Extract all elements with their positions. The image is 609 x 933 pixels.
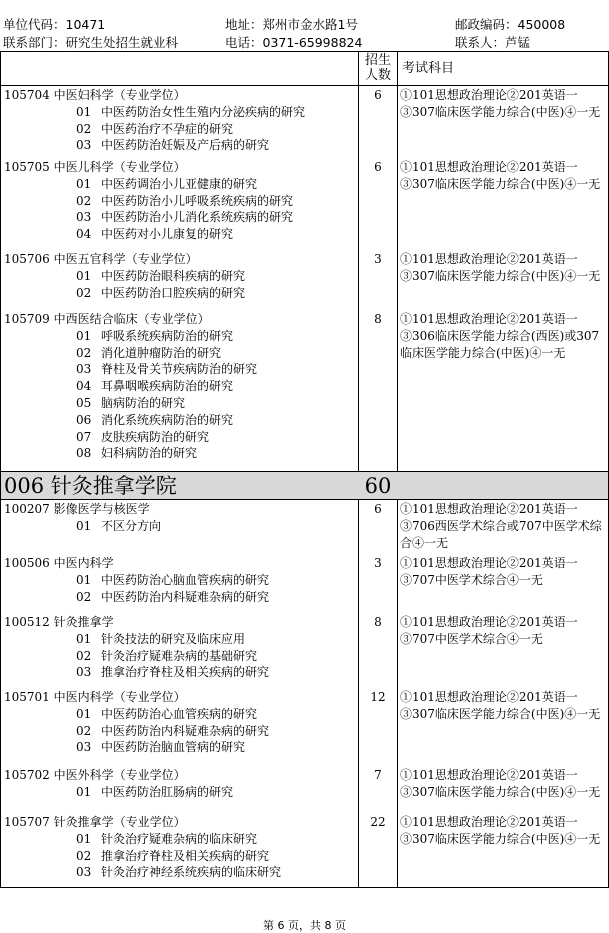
research-direction bbox=[4, 226, 358, 243]
phone: 电话：0371-65998824 bbox=[225, 35, 363, 50]
research-direction bbox=[4, 664, 358, 681]
direction-text: 中医药防治妊娠及产后病的研究 bbox=[101, 138, 270, 153]
direction-text: 中医药防治眼科疾病的研究 bbox=[101, 268, 246, 283]
program-title: 105705 中医儿科学（专业学位） bbox=[4, 160, 186, 174]
research-direction bbox=[4, 429, 358, 446]
direction-number: 06 bbox=[76, 412, 92, 427]
direction-text: 中医药防治小儿呼吸系统疾病的研究 bbox=[101, 193, 294, 208]
direction-number: 03 bbox=[76, 138, 92, 153]
direction-text: 脑病防治的研究 bbox=[101, 395, 186, 410]
direction-text: 不区分方向 bbox=[101, 518, 162, 533]
program-title: 105702 中医外科学（专业学位） bbox=[4, 768, 186, 782]
exam-subjects: ①101思想政治理论②201英语一③706西医学术综合或707中医学术综合④一无 bbox=[400, 502, 602, 550]
quota-value: 6 bbox=[374, 160, 382, 174]
direction-text: 中医药防治肛肠病的研究 bbox=[101, 784, 234, 799]
direction-number: 03 bbox=[76, 740, 92, 755]
direction-number: 01 bbox=[76, 176, 92, 191]
program-title: 105704 中医妇科学（专业学位） bbox=[4, 88, 186, 102]
exam-header: 考试科目 bbox=[402, 61, 455, 76]
direction-number: 01 bbox=[76, 268, 92, 283]
research-direction bbox=[4, 378, 358, 395]
direction-text: 针灸治疗神经系统疾病的临床研究 bbox=[101, 865, 282, 880]
direction-number: 01 bbox=[76, 831, 92, 846]
quota-value: 22 bbox=[370, 815, 386, 829]
address: 地址：郑州市金水路1号 bbox=[225, 17, 358, 32]
contact-person: 联系人：芦锰 bbox=[455, 35, 531, 50]
research-direction bbox=[4, 345, 358, 362]
header-divider bbox=[1, 85, 608, 86]
direction-number: 01 bbox=[76, 631, 92, 646]
program-title: 100506 中医内科学 bbox=[4, 556, 114, 570]
direction-number: 08 bbox=[76, 446, 92, 461]
quota-value: 8 bbox=[374, 615, 382, 629]
direction-text: 针灸治疗疑难杂病的临床研究 bbox=[101, 831, 258, 846]
direction-text: 妇科病防治的研究 bbox=[101, 446, 198, 461]
direction-number: 02 bbox=[76, 848, 92, 863]
research-direction bbox=[4, 137, 358, 154]
program-entry bbox=[4, 159, 358, 243]
research-direction bbox=[4, 572, 358, 589]
exam-subjects: ①101思想政治理论②201英语一③307临床医学能力综合(中医)④一无 bbox=[400, 88, 601, 119]
direction-number: 02 bbox=[76, 648, 92, 663]
program-entry bbox=[4, 767, 358, 801]
direction-text: 中医药防治小儿消化系统疾病的研究 bbox=[101, 210, 294, 225]
postal-code: 邮政编码：450008 bbox=[455, 17, 566, 32]
exam-subjects: ①101思想政治理论②201英语一③307临床医学能力综合(中医)④一无 bbox=[400, 690, 601, 721]
quota-value: 12 bbox=[370, 690, 386, 704]
direction-number: 05 bbox=[76, 395, 92, 410]
direction-number: 02 bbox=[76, 345, 92, 360]
direction-text: 中医药防治内科疑难杂病的研究 bbox=[101, 589, 270, 604]
exam-subjects: ①101思想政治理论②201英语一③307临床医学能力综合(中医)④一无 bbox=[400, 252, 601, 283]
direction-text: 中医药防治口腔疾病的研究 bbox=[101, 285, 246, 300]
direction-number: 07 bbox=[76, 429, 92, 444]
direction-number: 02 bbox=[76, 121, 92, 136]
research-direction bbox=[4, 706, 358, 723]
exam-subjects: ①101思想政治理论②201英语一③307临床医学能力综合(中医)④一无 bbox=[400, 160, 601, 191]
direction-number: 04 bbox=[76, 379, 92, 394]
direction-text: 消化道肿瘤防治的研究 bbox=[101, 345, 222, 360]
research-direction bbox=[4, 285, 358, 302]
direction-number: 01 bbox=[76, 104, 92, 119]
research-direction bbox=[4, 268, 358, 285]
research-direction bbox=[4, 784, 358, 801]
research-direction bbox=[4, 631, 358, 648]
direction-text: 针灸技法的研究及临床应用 bbox=[101, 631, 246, 646]
quota-header: 招生 人数 bbox=[364, 53, 391, 83]
program-title: 105707 针灸推拿学（专业学位） bbox=[4, 815, 186, 829]
quota-value: 3 bbox=[374, 252, 382, 266]
direction-number: 03 bbox=[76, 865, 92, 880]
direction-text: 中医药治疗不孕症的研究 bbox=[101, 121, 234, 136]
research-direction bbox=[4, 104, 358, 121]
direction-number: 02 bbox=[76, 723, 92, 738]
column-divider bbox=[397, 52, 398, 887]
research-direction bbox=[4, 518, 358, 535]
program-entry bbox=[4, 311, 358, 462]
direction-number: 03 bbox=[76, 210, 92, 225]
direction-text: 中医药对小儿康复的研究 bbox=[101, 227, 234, 242]
research-direction bbox=[4, 864, 358, 881]
quota-value: 3 bbox=[374, 556, 382, 570]
direction-text: 中医药防治心脑血管疾病的研究 bbox=[101, 572, 270, 587]
column-divider bbox=[358, 52, 359, 887]
direction-number: 04 bbox=[76, 227, 92, 242]
direction-number: 01 bbox=[76, 706, 92, 721]
college-name: 006 针灸推拿学院 bbox=[4, 474, 177, 498]
direction-number: 03 bbox=[76, 362, 92, 377]
college-quota: 60 bbox=[364, 474, 392, 498]
contact-department: 联系部门：研究生处招生就业科 bbox=[3, 35, 179, 50]
research-direction bbox=[4, 723, 358, 740]
research-direction bbox=[4, 361, 358, 378]
direction-text: 中医药防治脑血管病的研究 bbox=[101, 740, 246, 755]
direction-text: 中医药防治内科疑难杂病的研究 bbox=[101, 723, 270, 738]
program-title: 105701 中医内科学（专业学位） bbox=[4, 690, 186, 704]
direction-number: 02 bbox=[76, 193, 92, 208]
direction-text: 推拿治疗脊柱及相关疾病的研究 bbox=[101, 848, 270, 863]
exam-subjects: ①101思想政治理论②201英语一③707中医学术综合④一无 bbox=[400, 556, 578, 587]
direction-text: 推拿治疗脊柱及相关疾病的研究 bbox=[101, 665, 270, 680]
direction-text: 皮肤疾病防治的研究 bbox=[101, 429, 210, 444]
quota-value: 8 bbox=[374, 312, 382, 326]
exam-subjects: ①101思想政治理论②201英语一③307临床医学能力综合(中医)④一无 bbox=[400, 815, 601, 846]
research-direction bbox=[4, 739, 358, 756]
direction-number: 01 bbox=[76, 518, 92, 533]
quota-value: 6 bbox=[374, 502, 382, 516]
direction-text: 消化系统疾病防治的研究 bbox=[101, 412, 234, 427]
research-direction bbox=[4, 176, 358, 193]
quota-value: 6 bbox=[374, 88, 382, 102]
exam-subjects: ①101思想政治理论②201英语一③306临床医学能力综合(西医)或307临床医学能力综合(中医)④一无 bbox=[400, 312, 600, 360]
direction-number: 03 bbox=[76, 665, 92, 680]
exam-subjects: ①101思想政治理论②201英语一③307临床医学能力综合(中医)④一无 bbox=[400, 768, 601, 799]
research-direction bbox=[4, 395, 358, 412]
research-direction bbox=[4, 121, 358, 138]
program-entry bbox=[4, 689, 358, 756]
direction-number: 02 bbox=[76, 285, 92, 300]
direction-text: 呼吸系统疾病防治的研究 bbox=[101, 328, 234, 343]
program-entry bbox=[4, 555, 358, 605]
research-direction bbox=[4, 193, 358, 210]
research-direction bbox=[4, 648, 358, 665]
direction-number: 01 bbox=[76, 572, 92, 587]
page-number: 第 6 页，共 8 页 bbox=[263, 919, 346, 932]
direction-text: 中医药调治小儿亚健康的研究 bbox=[101, 176, 258, 191]
direction-text: 中医药防治女性生殖内分泌疾病的研究 bbox=[101, 104, 306, 119]
direction-text: 针灸治疗疑难杂病的基础研究 bbox=[101, 648, 258, 663]
direction-text: 中医药防治心血管疾病的研究 bbox=[101, 706, 258, 721]
research-direction bbox=[4, 831, 358, 848]
research-direction bbox=[4, 412, 358, 429]
college-section-row bbox=[1, 471, 608, 500]
unit-code: 单位代码：10471 bbox=[3, 17, 106, 32]
program-title: 105706 中医五官科学（专业学位） bbox=[4, 252, 198, 266]
program-entry bbox=[4, 251, 358, 301]
research-direction bbox=[4, 209, 358, 226]
enrollment-table bbox=[0, 51, 609, 888]
program-entry bbox=[4, 814, 358, 881]
program-entry bbox=[4, 501, 358, 535]
program-title: 100512 针灸推拿学 bbox=[4, 615, 114, 629]
program-entry bbox=[4, 87, 358, 154]
quota-value: 7 bbox=[374, 768, 382, 782]
direction-text: 脊柱及骨关节疾病防治的研究 bbox=[101, 362, 258, 377]
program-entry bbox=[4, 614, 358, 681]
program-title: 105709 中西医结合临床（专业学位） bbox=[4, 312, 210, 326]
research-direction bbox=[4, 445, 358, 462]
research-direction bbox=[4, 328, 358, 345]
direction-number: 01 bbox=[76, 328, 92, 343]
research-direction bbox=[4, 848, 358, 865]
exam-subjects: ①101思想政治理论②201英语一③707中医学术综合④一无 bbox=[400, 615, 578, 646]
direction-number: 02 bbox=[76, 589, 92, 604]
direction-number: 01 bbox=[76, 784, 92, 799]
program-title: 100207 影像医学与核医学 bbox=[4, 502, 150, 516]
direction-text: 耳鼻咽喉疾病防治的研究 bbox=[101, 379, 234, 394]
research-direction bbox=[4, 589, 358, 606]
